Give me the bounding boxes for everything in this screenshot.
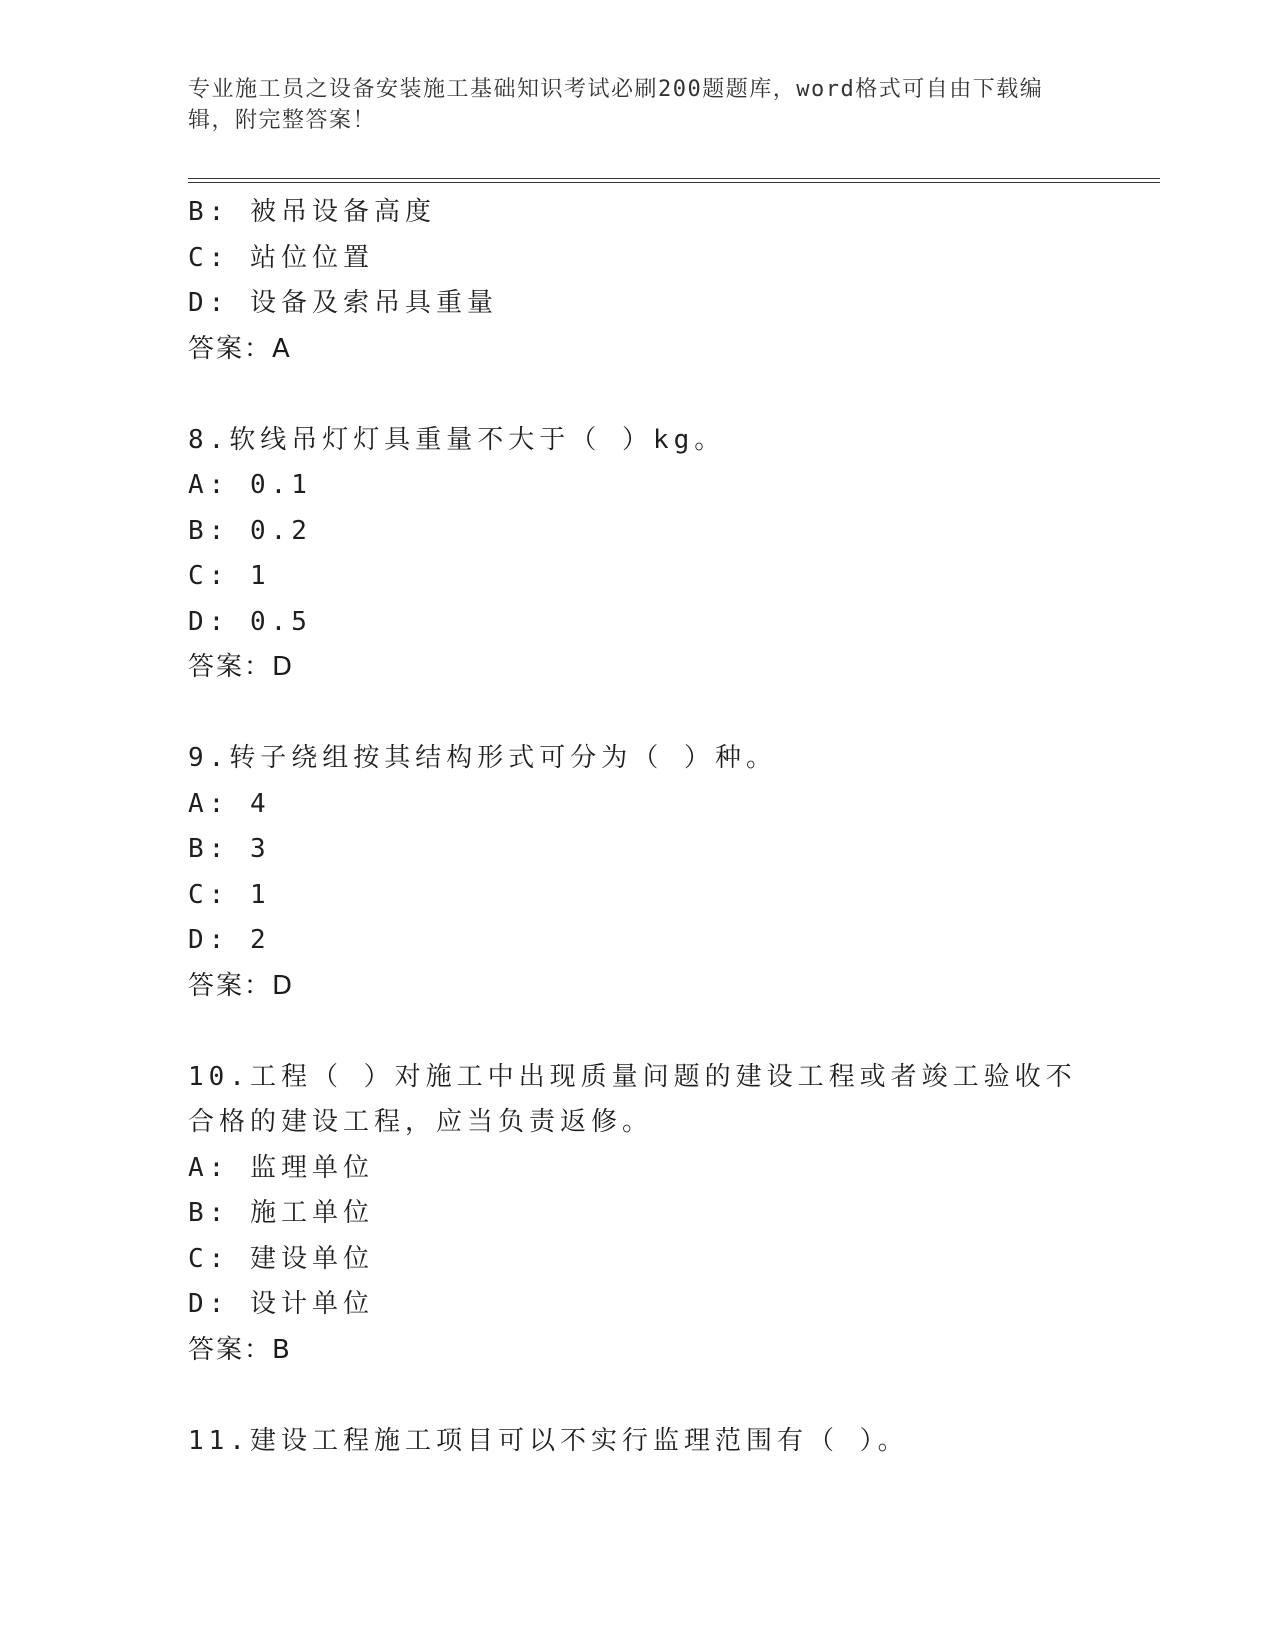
- question-stem-10: 10.工程（ ）对施工中出现质量问题的建设工程或者竣工验收不合格的建设工程，应当负责返修。: [188, 1061, 1077, 1137]
- answer-line: 答案：D: [188, 652, 295, 682]
- option-b: B: 被吊设备高度: [188, 197, 436, 227]
- answer-line: 答案：A: [188, 333, 292, 364]
- option-d: D: 2: [188, 925, 271, 955]
- question-stem-9: 9.转子绕组按其结构形式可分为（ ）种。: [188, 743, 777, 773]
- spacer: [188, 691, 1088, 737]
- answer-line: 答案：B: [188, 1334, 292, 1365]
- option-c: C: 站位位置: [188, 242, 374, 273]
- option-c: C: 1: [188, 561, 271, 591]
- spacer: [188, 1373, 1088, 1419]
- question-stem-8: 8.软线吊灯灯具重量不大于（ ）kg。: [188, 424, 726, 455]
- option-c: C: 1: [188, 879, 271, 910]
- spacer: [188, 1009, 1088, 1055]
- spacer: [188, 372, 1088, 418]
- question-list: [188, 190, 1088, 1464]
- option-a: A: 4: [188, 788, 271, 819]
- option-b: B: 0.2: [188, 515, 312, 546]
- option-a: A: 0.1: [188, 470, 312, 500]
- answer-line: 答案：D: [188, 970, 295, 1001]
- option-d: D: 设备及索吊具重量: [188, 288, 498, 318]
- document-header-title: 专业施工员之设备安装施工基础知识考试必刷200题题库，word格式可自由下载编辑，附完整答案！: [188, 77, 1044, 133]
- question-stem-11: 11.建设工程施工项目可以不实行监理范围有（ ）。: [188, 1425, 909, 1456]
- header-divider: [188, 178, 1160, 183]
- option-b: B: 施工单位: [188, 1198, 374, 1228]
- option-c: C: 建设单位: [188, 1243, 374, 1274]
- option-b: B: 3: [188, 834, 271, 864]
- option-d: D: 0.5: [188, 606, 312, 637]
- option-d: D: 设计单位: [188, 1289, 374, 1319]
- option-a: A: 监理单位: [188, 1152, 374, 1183]
